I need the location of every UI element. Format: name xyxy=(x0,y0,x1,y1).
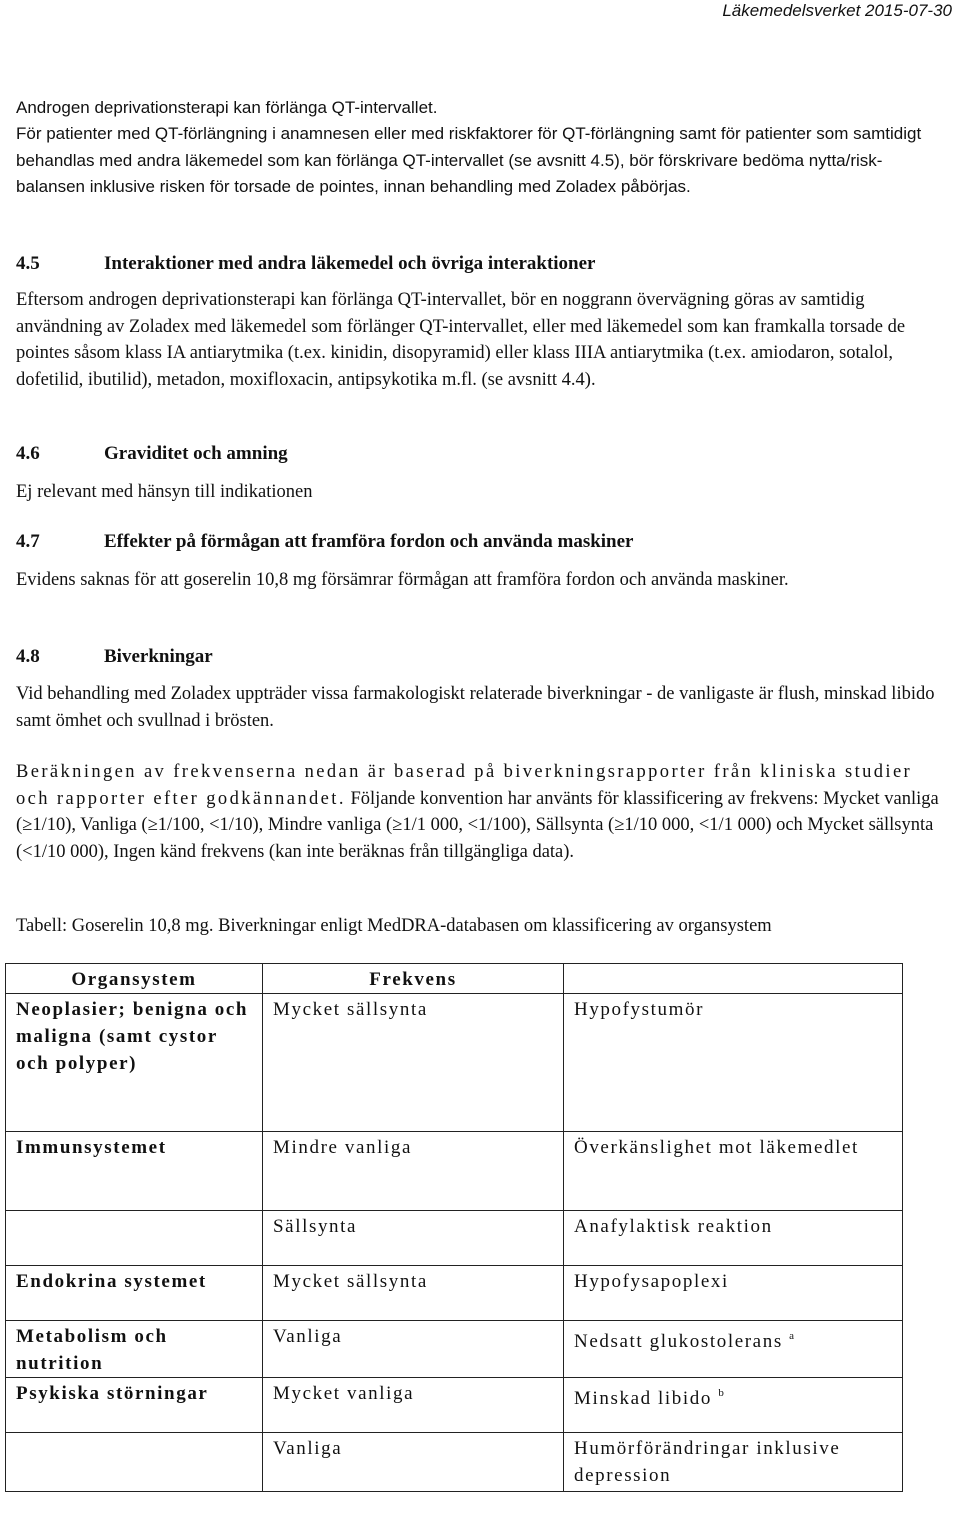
header-frequency: Frekvens xyxy=(263,964,564,994)
frequency-cell: Mycket sällsynta xyxy=(263,1266,564,1321)
table-row xyxy=(6,994,903,1132)
effect-cell: Humörförändringar inklusive depression xyxy=(564,1433,903,1492)
table-caption: Tabell: Goserelin 10,8 mg. Biverkningar enligt MedDRA-databasen om klassificering av organsystem xyxy=(16,916,772,936)
organ-cell xyxy=(6,1433,263,1492)
section-4-8-heading xyxy=(16,645,213,669)
effect-cell: Hypofystumör xyxy=(564,994,903,1132)
frequency-cell: Mycket sällsynta xyxy=(263,994,564,1132)
frequency-convention-paragraph xyxy=(16,759,944,865)
organ-cell: Immunsystemet xyxy=(6,1132,263,1211)
adverse-reactions-table xyxy=(5,963,903,1492)
frequency-convention-text: Följande konvention har använts för klassificering av frekvens: Mycket vanliga (≥1/10), Vanliga (≥1/100, <1/10), Mindre vanliga (≥1/1 000, <1/100), Sällsynta (≥1/10 000, <1/1 000) och Mycket sällsynta (<1/10 000), Ingen känd frekvens (kan inte beräknas från tillgängliga data). xyxy=(16,788,939,862)
section-4-7-heading xyxy=(16,530,634,554)
organ-cell xyxy=(6,1211,263,1266)
frequency-cell: Vanliga xyxy=(263,1433,564,1492)
effect-text: Minskad libido xyxy=(574,1388,712,1409)
header-effect xyxy=(564,964,903,994)
table-row xyxy=(6,1433,903,1492)
section-4-7-body: Evidens saknas för att goserelin 10,8 mg försämrar förmågan att framföra fordon och använda maskiner. xyxy=(16,570,789,590)
frequency-cell: Mindre vanliga xyxy=(263,1132,564,1211)
section-4-8-body: Vid behandling med Zoladex uppträder vissa farmakologiskt relaterade biverkningar - de vanligaste är flush, minskad libido samt ömhet och svullnad i brösten. xyxy=(16,684,935,731)
section-number: 4.7 xyxy=(16,531,40,552)
section-4-5-heading xyxy=(16,252,596,276)
section-number: 4.5 xyxy=(16,253,40,274)
section-4-5-body: Eftersom androgen deprivationsterapi kan förlänga QT-intervallet, bör en noggrann övervägning göras av samtidig användning av Zoladex med läkemedel som förlänger QT-intervallet, eller med läkemedel som kan framkalla torsade de pointes såsom klass IA antiarytmika (t.ex. kinidin, disopyramid) eller klass IIIA antiarytmika (t.ex. amiodaron, sotalol, dofetilid, ibutilid), metadon, moxifloxacin, antipsykotika m.fl. (se avsnitt 4.4). xyxy=(16,290,906,390)
table-header-row xyxy=(6,964,903,994)
section-number: 4.6 xyxy=(16,443,40,464)
effect-cell xyxy=(564,1378,903,1433)
page-header: Läkemedelsverket 2015-07-30 xyxy=(722,1,952,20)
section-number: 4.8 xyxy=(16,646,40,667)
frequency-cell: Vanliga xyxy=(263,1321,564,1378)
qt-warning-paragraph: För patienter med QT-förlängning i anamnesen eller med riskfaktorer för QT-förlängning samt för patienter som samtidigt behandlas med andra läkemedel som kan förlänga QT-intervallet (se avsnitt 4.5), bör förskrivare bedöma nytta/risk-balansen inklusive risken för torsade de pointes, innan behandling med Zoladex påbörjas. xyxy=(16,124,922,196)
effect-cell: Hypofysapoplexi xyxy=(564,1266,903,1321)
section-title: Interaktioner med andra läkemedel och övriga interaktioner xyxy=(104,253,596,274)
section-title: Biverkningar xyxy=(104,646,213,667)
frequency-source-text: Beräkningen av frekvenserna nedan är baserad på biverkningsrapporter från kliniska studier och rapporter efter godkännandet. xyxy=(16,762,913,809)
header-organ: Organsystem xyxy=(6,964,263,994)
qt-warning-intro: Androgen deprivationsterapi kan förlänga QT-intervallet. xyxy=(16,98,438,117)
effect-cell: Anafylaktisk reaktion xyxy=(564,1211,903,1266)
effect-text: Nedsatt glukostolerans xyxy=(574,1331,783,1352)
frequency-cell: Sällsynta xyxy=(263,1211,564,1266)
table-row xyxy=(6,1266,903,1321)
effect-cell: Överkänslighet mot läkemedlet xyxy=(564,1132,903,1211)
section-title: Graviditet och amning xyxy=(104,443,288,464)
organ-cell: Metabolism och nutrition xyxy=(6,1321,263,1378)
organ-cell: Endokrina systemet xyxy=(6,1266,263,1321)
organ-cell: Neoplasier; benigna och maligna (samt cystor och polyper) xyxy=(6,994,263,1132)
footnote-marker: b xyxy=(718,1387,724,1399)
section-4-6-heading xyxy=(16,442,288,466)
footnote-marker: a xyxy=(789,1330,795,1342)
section-4-6-body: Ej relevant med hänsyn till indikationen xyxy=(16,482,313,502)
frequency-cell: Mycket vanliga xyxy=(263,1378,564,1433)
table-row xyxy=(6,1132,903,1211)
table-row xyxy=(6,1211,903,1266)
table-row xyxy=(6,1378,903,1433)
effect-cell xyxy=(564,1321,903,1378)
organ-cell: Psykiska störningar xyxy=(6,1378,263,1433)
section-title: Effekter på förmågan att framföra fordon och använda maskiner xyxy=(104,531,634,552)
table-row xyxy=(6,1321,903,1378)
